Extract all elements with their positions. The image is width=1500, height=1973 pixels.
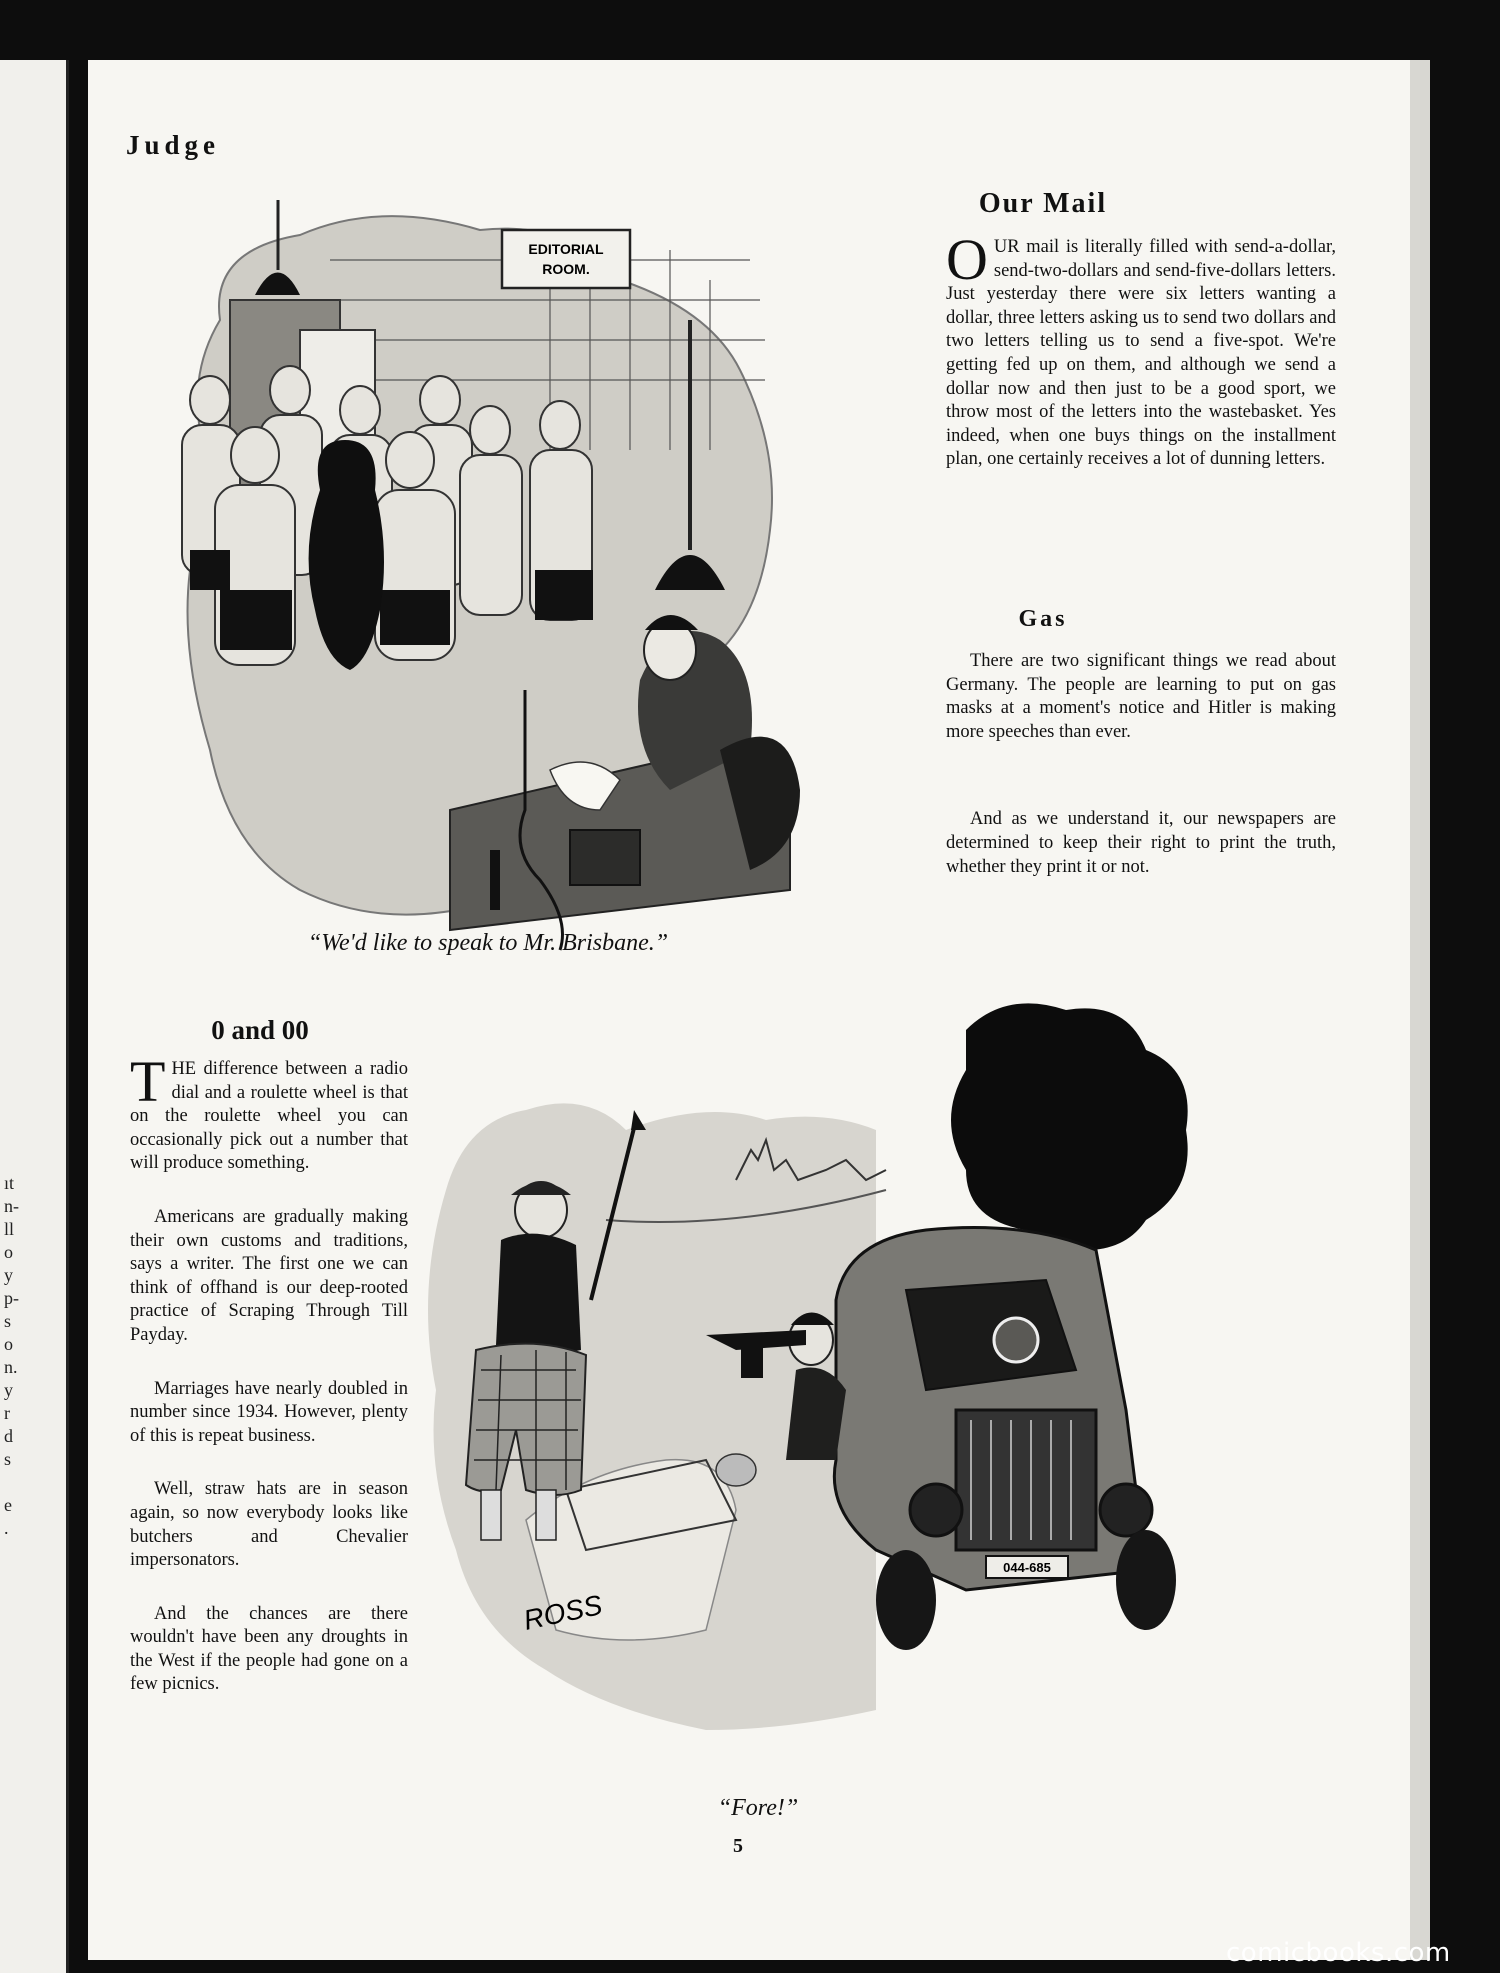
gas-paragraph-1: There are two significant things we read about Germany. The people are learning to put on gas masks at a moment's notice and Hitler is making more speeches than ever. (946, 651, 1336, 742)
license-plate: 044-685 (1003, 1560, 1051, 1575)
facing-page-edge (0, 60, 69, 1973)
facing-page-fragment: y (4, 1380, 13, 1400)
artist-signature: ROSS (520, 1589, 605, 1636)
sign-line-2: ROOM. (542, 261, 590, 277)
gas-article (946, 650, 1336, 909)
facing-page-fragment: p- (4, 1288, 19, 1308)
facing-page-fragment: . (4, 1518, 9, 1538)
facing-page-fragment: n- (4, 1196, 19, 1216)
our-mail-article (946, 227, 1336, 502)
zero-paragraph-2: Americans are gradually making their own customs and traditions, says a writer. The first one we can think of offhand is our deep-rooted practice of Scraping Through Till Payday. (130, 1206, 408, 1345)
magazine-page (88, 60, 1410, 1960)
our-mail-paragraph: OUR mail is literally filled with send-a-dollar, send-two-dollars and send-five-dollars letters. Just yesterday there were six letters wanting a dollar, three letters asking us to send two dollars and two letters telling us to send a five-spot. We're getting fed up on them, and although we send a dollar now and then just to be a good sport, we throw most of the letters into the wastebasket. Yes indeed, when one buys things on the installment plan, one certainly receives a lot of dunning letters. (946, 227, 1336, 470)
facing-page-fragment: ıt (4, 1173, 15, 1193)
facing-page-fragment: ll (4, 1219, 15, 1239)
zero-paragraph-3: Marriages have nearly doubled in number since 1934. However, plenty of this is repeat business. (130, 1378, 408, 1446)
cartoon-editorial-room (150, 190, 830, 975)
page-number: 5 (733, 1835, 743, 1857)
running-head: Judge (126, 130, 221, 160)
zero-drop-cap: T (130, 1049, 166, 1114)
cartoon2-caption: “Fore!” (717, 1795, 799, 1821)
our-mail-title: Our Mail (978, 188, 1108, 219)
facing-page-fragment: o (4, 1334, 13, 1354)
cartoon-golfer-gangsters (406, 990, 1396, 1790)
zero-and-double-zero-article (130, 1049, 408, 1727)
page-edge-shadow (1410, 60, 1430, 1960)
facing-page-fragment: o (4, 1242, 13, 1262)
zero-paragraph-5: And the chances are there wouldn't have been any droughts in the West if the people had gone on a few picnics. (130, 1603, 408, 1695)
facing-page-fragment: d (4, 1426, 13, 1446)
facing-page-fragment: r (4, 1403, 10, 1423)
zero-paragraph-4: Well, straw hats are in season again, so now everybody looks like butchers and Chevalier impersonators. (130, 1479, 408, 1571)
sign-line-1: EDITORIAL (528, 241, 604, 257)
gas-paragraph-2: And as we understand it, our newspapers are determined to keep their right to print the truth, whether they print it or not. (946, 809, 1336, 877)
our-mail-drop-cap: O (946, 227, 988, 292)
facing-page-fragment: s (4, 1311, 12, 1331)
site-watermark: comicbooks.com (1226, 1938, 1451, 1968)
facing-page-fragment: e (4, 1495, 12, 1515)
cartoon1-caption: “We'd like to speak to Mr. Brisbane.” (307, 930, 669, 956)
zero-paragraph-1: THE difference between a radio dial and a roulette wheel is that on the roulette wheel you can occasionally pick out a number that will produce something. (130, 1049, 408, 1174)
zero-and-double-zero-title: 0 and 00 (211, 1015, 309, 1045)
facing-page-fragment: s (4, 1449, 12, 1469)
editorial-room-sign (502, 230, 630, 288)
facing-page-fragment: y (4, 1265, 13, 1285)
gas-title: Gas (1018, 606, 1068, 632)
facing-page-fragment: n. (4, 1357, 18, 1377)
